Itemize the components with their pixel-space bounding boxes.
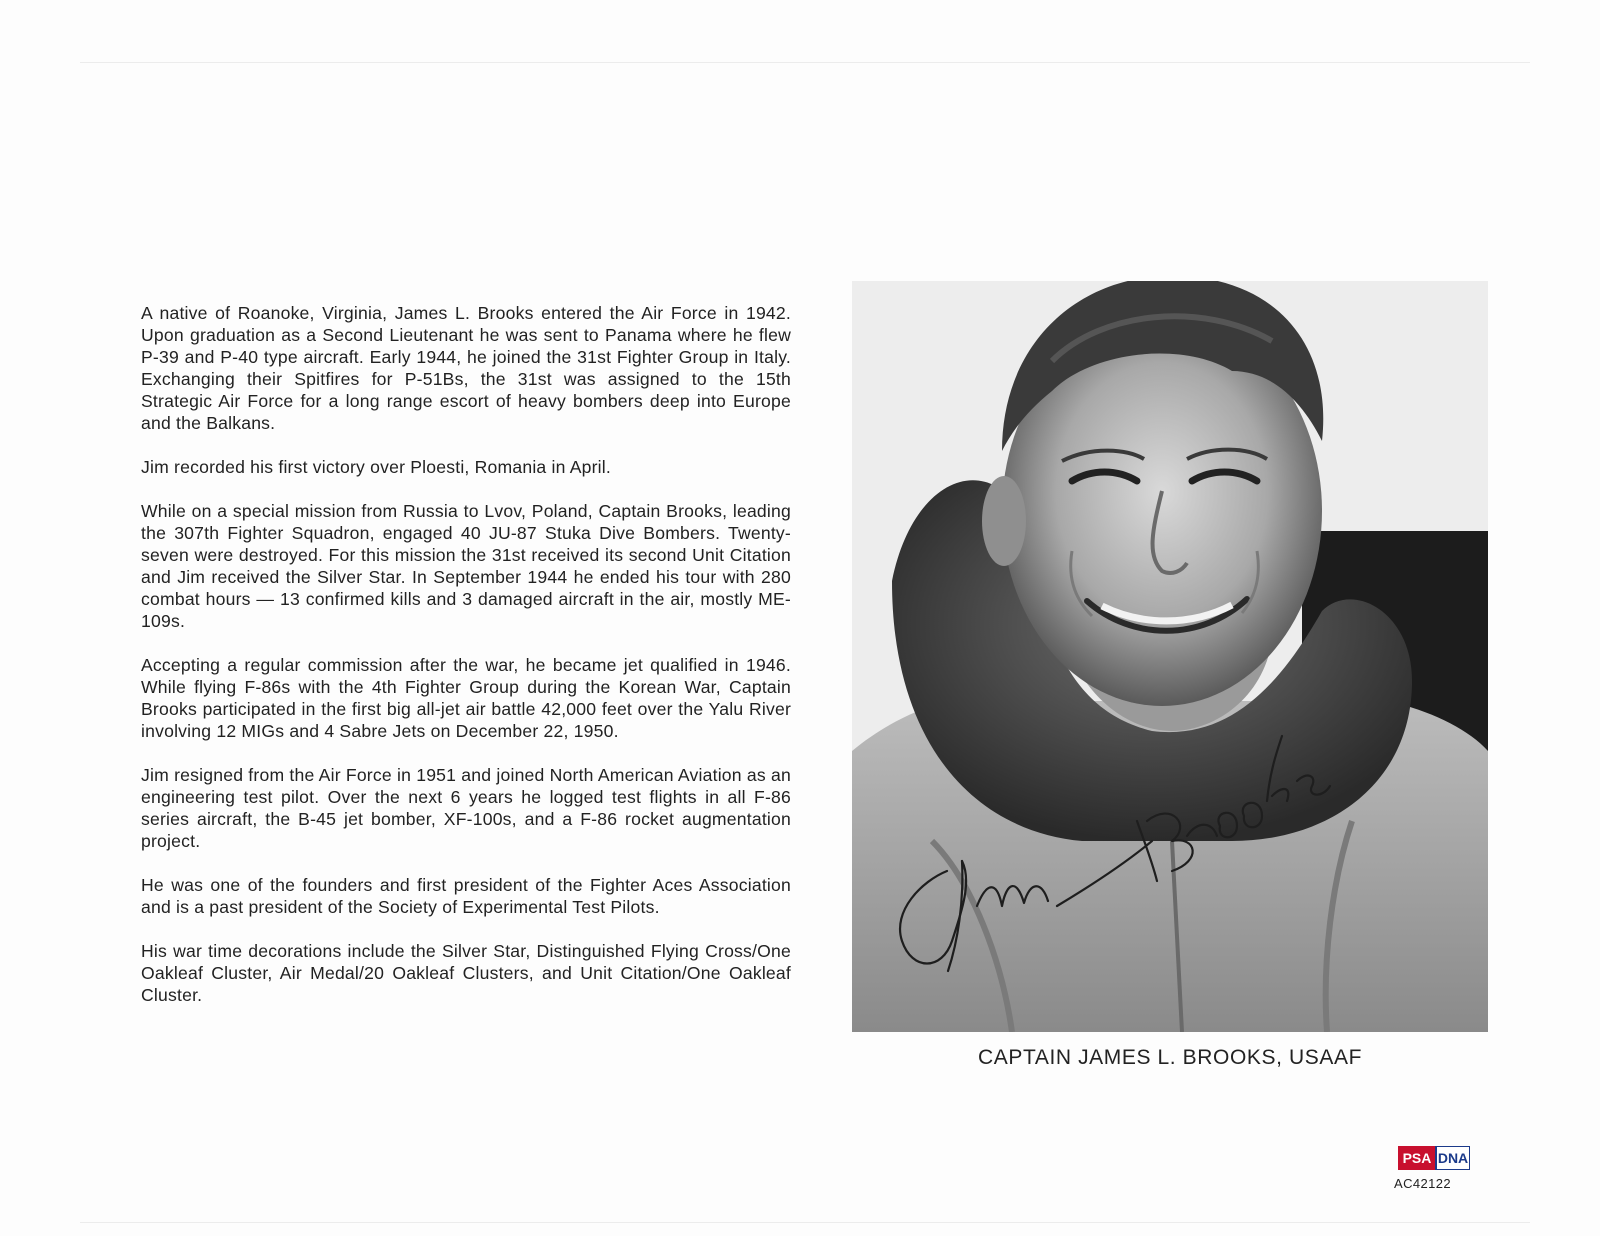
psa-dna-logo: [1398, 1146, 1470, 1170]
bio-paragraph-1: A native of Roanoke, Virginia, James L. Brooks entered the Air Force in 1942. Upon graduation as a Second Lieutenant he was sent to Panama where he flew P-39 and P-40 type aircraft. Early 1944, he joined the 31st Fighter Group in Italy. Exchanging their Spitfires for P-51Bs, the 31st was assigned to the 15th Strategic Air Force for a long range escort of heavy bombers deep into Europe and the Balkans.: [141, 303, 791, 433]
bio-paragraph-6: He was one of the founders and first president of the Fighter Aces Association and is a past president of the Society of Experimental Test Pilots.: [141, 875, 791, 917]
portrait-photo-icon: [852, 281, 1488, 1032]
photo-caption: CAPTAIN JAMES L. BROOKS, USAAF: [977, 1046, 1363, 1069]
biography-text: [141, 302, 791, 1028]
bio-paragraph-2: Jim recorded his first victory over Ploesti, Romania in April.: [141, 457, 611, 477]
bio-paragraph-7: His war time decorations include the Silver Star, Distinguished Flying Cross/One Oakleaf Cluster, Air Medal/20 Oakleaf Clusters, and Unit Citation/One Oakleaf Cluster.: [141, 941, 791, 1005]
bio-paragraph-5: Jim resigned from the Air Force in 1951 and joined North American Aviation as an engineering test pilot. Over the next 6 years he logged test flights in all F-86 series aircraft, the B-45 jet bomber, XF-100s, and a F-86 rocket augmentation project.: [141, 765, 791, 851]
svg-text:PSA: PSA: [1402, 1150, 1432, 1166]
portrait-photo: [852, 281, 1488, 1032]
page-edge-bottom: [80, 1222, 1530, 1223]
bio-paragraph-4: Accepting a regular commission after the war, he became jet qualified in 1946. While flying F-86s with the 4th Fighter Group during the Korean War, Captain Brooks participated in the first big all-jet air battle 42,000 feet over the Yalu River involving 12 MIGs and 4 Sabre Jets on December 22, 1950.: [141, 655, 791, 741]
svg-text:DNA: DNA: [1437, 1150, 1469, 1166]
page-edge-top: [80, 62, 1530, 63]
bio-paragraph-3: While on a special mission from Russia to Lvov, Poland, Captain Brooks, leading the 307th Fighter Squadron, engaged 40 JU-87 Stuka Dive Bombers. Twenty-seven were destroyed. For this mission the 31st received its second Unit Citation and Jim received the Silver Star. In September 1944 he ended his tour with 280 combat hours — 13 confirmed kills and 3 damaged aircraft in the air, mostly ME-109s.: [141, 501, 791, 631]
certificate-number: AC42122: [1394, 1176, 1452, 1191]
